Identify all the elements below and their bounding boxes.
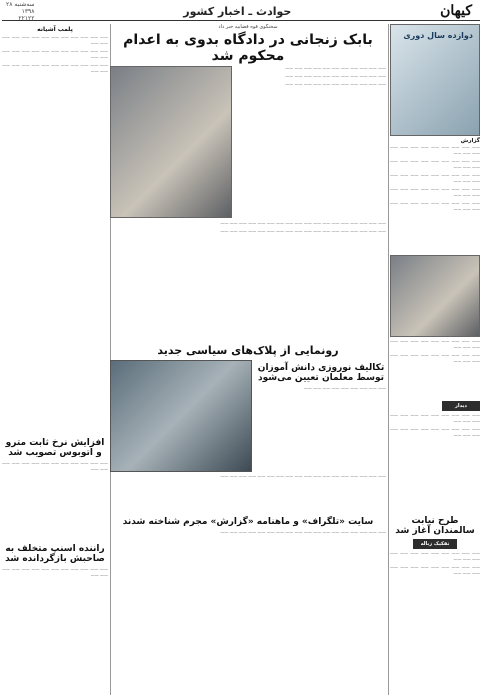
teaser-head: گزارش (460, 138, 480, 144)
fare-headline: افزایش نرخ ثابت مترو و اتوبوس تصویب شد (5, 438, 105, 458)
right-column (390, 24, 480, 695)
feature-image (390, 24, 480, 136)
dark-label: دیدار (442, 401, 480, 411)
masthead (2, 2, 480, 21)
date-line-2: ۱۳۹۸ (21, 7, 35, 15)
left-column (2, 24, 108, 695)
homework-body-text: —— —— —— —— —— —— —— —— —— (303, 386, 386, 391)
right-body-text-3: —— —— —— —— —— —— —— —— —— —— —— —— —— —— —— —— —— —— —— —— —— —— —— —— (390, 413, 480, 438)
right-body-text-4: —— —— —— —— —— —— —— —— —— —— —— —— —— —— —— —— —— —— —— —— —— —— —— —— (390, 551, 480, 576)
feature-title: دوازده سال دوری (403, 31, 473, 40)
newspaper-logo: کیهان (440, 3, 472, 19)
telegraph-body-text: —— —— —— —— —— —— —— —— —— —— —— —— —— —— —— —— —— —— (220, 530, 386, 535)
right-body-text: —— —— —— —— —— —— —— —— —— —— —— —— —— —— —— —— —— —— —— —— —— —— —— —— —— —— —— —— —— —— —— —— —— —— —— —— —— —— —— —— —— —— —— —— —— —— —— —— —— —— —— —— —— —— —— —— —— —— —— —— (390, 145, 480, 212)
right-photo (390, 255, 480, 337)
column-divider (388, 24, 389, 695)
section-title: حوادث ـ اخبار کشور (183, 4, 292, 18)
telegraph-headline: سایت «تلگراف» و ماهنامه «گزارش» مجرم شناخته شدند (122, 517, 374, 527)
main-headline: بابک زنجانی در دادگاه بدوی به اعدام محکوم شد (123, 32, 373, 64)
right-lower-headline: طرح نیابت سالمندان آغاز شد (395, 516, 475, 536)
main-kicker: سخنگوی قوه قضاییه خبر داد (218, 24, 278, 30)
courtroom-photo (110, 66, 232, 218)
left-box-head: پلمب آشیانه (37, 26, 73, 33)
issue-date (6, 1, 34, 22)
right-body-text-2: —— —— —— —— —— —— —— —— —— —— —— —— —— —— —— —— —— —— —— —— —— —— —— —— (390, 339, 480, 364)
date-line-1: سه‌شنبه ۲۸ (6, 0, 35, 8)
snapp-headline: راننده اسنپ متخلف به صاحبش بازگردانده شد (5, 544, 105, 564)
snapp-body-text: —— —— —— —— —— —— —— —— —— —— —— —— —— (2, 567, 108, 578)
main-body-text: —— —— —— —— —— —— —— —— —— —— —— —— —— —— —— —— —— —— —— —— —— —— —— —— —— —— —— —— —— —— —— —— —— (285, 66, 386, 87)
center-body-text-3: —— —— —— —— —— —— —— —— —— —— —— —— —— —— —— —— —— —— (220, 474, 386, 479)
plates-headline: رونمایی از پلاک‌های سیاسی جدید (157, 344, 339, 357)
date-line-3: ۲۲۱۲۲ (18, 14, 35, 22)
plates-photo (110, 360, 252, 472)
homework-headline: تکالیف نوروزی دانش آموزان توسط معلمان تعیین می‌شود (257, 363, 385, 383)
main-body-text-2: —— —— —— —— —— —— —— —— —— —— —— —— —— —— —— —— —— —— —— —— —— —— —— —— —— —— —— —— —— —— —— —— —— —— —— —— (220, 221, 386, 234)
left-body-text: —— —— —— —— —— —— —— —— —— —— —— —— —— —— —— —— —— —— —— —— —— —— —— —— —— —— —— —— —— —— —— —— —— —— —— —— —— —— —— (2, 35, 108, 74)
fare-body-text: —— —— —— —— —— —— —— —— —— —— —— —— —— (2, 461, 108, 472)
right-dark-box: تفکیک زباله (413, 539, 457, 549)
center-column (110, 24, 386, 695)
